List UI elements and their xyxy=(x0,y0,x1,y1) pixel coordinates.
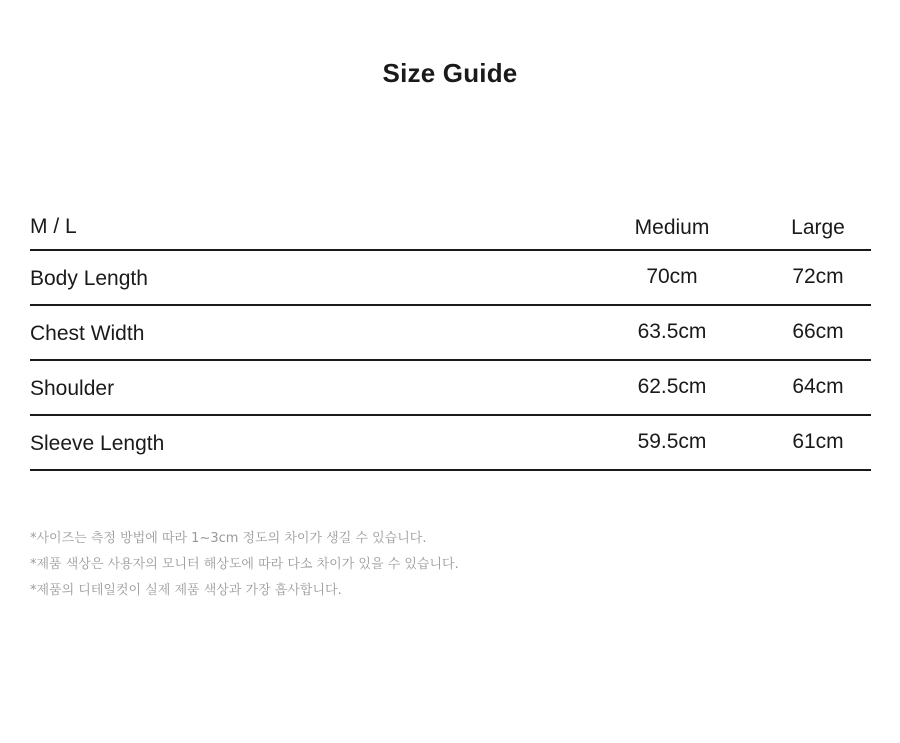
note-measurement: *사이즈는 측정 방법에 따라 1~3cm 정도의 차이가 생길 수 있습니다. xyxy=(30,531,427,546)
note-detail-cut: *제품의 디테일컷이 실제 제품 색상과 가장 흡사합니다. xyxy=(30,583,342,598)
page-title: Size Guide xyxy=(382,58,518,88)
table-header-row xyxy=(30,196,871,251)
column-header-medium: Medium xyxy=(634,216,710,239)
row-label: Body Length xyxy=(30,267,148,290)
size-table xyxy=(30,196,871,471)
note-color-monitor: *제품 색상은 사용자의 모니터 해상도에 따라 다소 차이가 있을 수 있습니다. xyxy=(30,557,459,572)
medium-value: 63.5cm xyxy=(637,320,707,343)
table-row-chest-width xyxy=(30,306,871,361)
table-row-sleeve-length xyxy=(30,416,871,471)
row-label: Chest Width xyxy=(30,322,145,345)
row-label: Sleeve Length xyxy=(30,432,165,455)
medium-value: 62.5cm xyxy=(637,375,707,398)
medium-value: 70cm xyxy=(646,265,698,288)
column-header-large: Large xyxy=(791,216,845,239)
size-header-label: M / L xyxy=(30,215,77,238)
large-value: 64cm xyxy=(792,375,844,398)
large-value: 61cm xyxy=(792,430,844,453)
medium-value: 59.5cm xyxy=(637,430,707,453)
table-row-shoulder xyxy=(30,361,871,416)
table-row-body-length xyxy=(30,251,871,306)
large-value: 66cm xyxy=(792,320,844,343)
row-label: Shoulder xyxy=(30,377,115,400)
size-notes xyxy=(30,526,870,604)
large-value: 72cm xyxy=(792,265,844,288)
